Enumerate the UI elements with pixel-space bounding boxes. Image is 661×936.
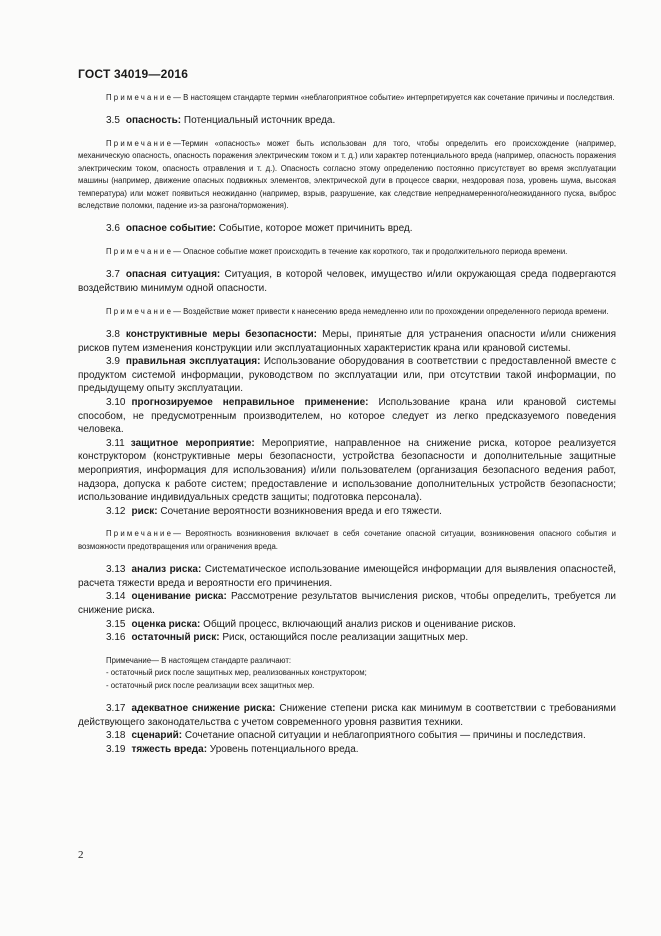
definition-3-11	[78, 437, 616, 505]
note-label: Примечание	[106, 655, 152, 665]
clause-number: 3.5	[106, 115, 120, 127]
defined-term: тяжесть вреда:	[131, 743, 208, 755]
note-label: Примечание	[106, 306, 174, 316]
definition-3-9	[78, 355, 616, 396]
defined-term: конструктивные меры безопасности:	[125, 329, 317, 341]
standard-header: ГОСТ 34019—2016	[78, 67, 189, 81]
definition-3-13	[78, 563, 616, 590]
clause-number: 3.14	[106, 591, 126, 603]
clause-number: 3.18	[106, 730, 126, 742]
note-text: — В настоящем стандарте различают:	[151, 655, 292, 665]
defined-term: опасное событие:	[125, 223, 216, 235]
note-list-item: - остаточный риск после реализации всех защитных мер.	[106, 680, 315, 690]
definition-text: Сочетание опасной ситуации и неблагоприятного события — причины и последствия.	[182, 730, 586, 742]
clause-number: 3.13	[106, 564, 126, 576]
definition-3-15	[78, 618, 616, 632]
defined-term: адекватное снижение риска:	[131, 702, 276, 714]
clause-number: 3.10	[106, 397, 126, 408]
definition-text: Систематическое использование имеющейся информации для выявления опасностей, расчета тяжести вреда и вероятности его причинения.	[78, 564, 616, 589]
definition-3-6	[78, 222, 616, 236]
definition-text: Событие, которое может причинить вред.	[216, 223, 413, 235]
defined-term: оценка риска:	[131, 618, 201, 630]
page-number: 2	[78, 849, 84, 861]
definition-text: Снижение степени риска как минимум в соответствии с требованиями действующего законодательства с учетом современного уровня развития техники.	[78, 702, 616, 728]
defined-term: остаточный риск:	[131, 632, 220, 644]
definition-3-19	[78, 743, 616, 757]
definition-text: Использование оборудования в соответствии с предоставленной вместе с продуктом системой информации, руководством по эксплуатации или, при отсутствии такой информации, по предыдущему опыту эксплуатации.	[78, 356, 616, 395]
note-list	[78, 655, 616, 692]
clause-number: 3.8	[106, 329, 120, 341]
note-label: Примечание	[106, 529, 174, 539]
defined-term: правильная эксплуатация:	[125, 356, 261, 368]
clause-number: 3.19	[106, 743, 126, 755]
definition-text: Сочетание вероятности возникновения вреда и его тяжести.	[157, 505, 442, 517]
note-label: Примечание	[106, 93, 174, 102]
defined-term: риск:	[131, 505, 158, 517]
defined-term: опасная ситуация:	[125, 269, 221, 281]
clause-number: 3.11	[106, 437, 125, 449]
note-text: — В настоящем стандарте термин «неблагоприятное событие» интерпретируется как сочетание причины и последствия.	[173, 93, 615, 102]
clause-number: 3.15	[106, 618, 126, 630]
clause-number: 3.16	[106, 632, 126, 644]
note	[78, 92, 616, 104]
definition-3-5	[78, 114, 616, 128]
definition-text: Меры, принятые для устранения опасности и/или снижения рисков путем изменения конструкции или эксплуатационных характеристик крана или крановой системы.	[78, 329, 616, 354]
definition-text: Мероприятие, направленное на снижение риска, которое реализуется конструктором (конструктивные меры безопасности, устройства безопасности и дополнительные защитные мероприятия, информация для использования) и/или пользователем (организация безопасного ведения работ, надзора, допуска к работе систем; предоставление и использование дополнительных устройств безопасности; использование индивидуальных средств защиты; подготовка персонала).	[78, 437, 616, 504]
clause-number: 3.9	[106, 356, 120, 368]
note-text: —Термин «опасность» может быть использован для того, чтобы определить его происхождение (например, механическую опасность, опасность поражения электрическим током и т. д.) или характер потенциального вреда (например, опасность поражения электрическим током, опасность отравления и т. д.). Опасность согласно этому определению постоянно присутствует во время эксплуатации машины (например, движение опасных подвижных элементов, электрической дуги в процессе сварки, нездоровая поза, уровень шума, высокая температура) или может появиться неожиданно (например, взрыв, разрушение, как следствие непреднамеренного/неожиданного пуска, выброс вследствие поломки, падение из-за разгона/торможения).	[78, 139, 616, 211]
clause-number: 3.17	[106, 702, 126, 714]
definition-text: Уровень потенциального вреда.	[207, 743, 359, 755]
definition-text: Риск, остающийся после реализации защитных мер.	[219, 632, 469, 644]
definition-3-16	[78, 631, 616, 645]
note-text: — Воздействие может привести к нанесению вреда немедленно или по прохождении определенного периода времени.	[173, 306, 609, 316]
defined-term: анализ риска:	[131, 564, 202, 576]
definition-text: Использование крана или крановой системы способом, не предусмотренным производителем, но которое следует из легко предсказуемого поведения человека.	[78, 397, 617, 436]
definition-3-7	[78, 268, 616, 295]
note	[78, 138, 616, 212]
note-label: Примечание	[106, 247, 174, 257]
document-body	[78, 92, 616, 756]
note-label: Примечание	[106, 139, 174, 148]
definition-3-12	[78, 505, 616, 519]
clause-number: 3.6	[106, 223, 120, 235]
definition-text: Общий процесс, включающий анализ рисков и оценивание рисков.	[200, 618, 516, 630]
defined-term: защитное мероприятие:	[130, 437, 255, 449]
definition-3-10	[78, 396, 616, 437]
definition-text: Потенциальный источник вреда.	[181, 115, 336, 127]
definition-3-18	[78, 729, 616, 743]
definition-text: Ситуация, в которой человек, имущество и/или окружающая среда подвергаются воздействию минимум одной опасности.	[78, 269, 616, 295]
definition-3-17	[78, 702, 616, 729]
defined-term: сценарий:	[131, 730, 183, 742]
defined-term: опасность:	[125, 115, 182, 127]
note-heading	[78, 655, 616, 667]
definition-3-8	[78, 328, 616, 355]
note-text: — Опасное событие может происходить в течение как короткого, так и продолжительного периода времени.	[173, 247, 568, 257]
note-text: — Вероятность возникновения включает в себя сочетание опасной ситуации, возникновения опасного события и возможности предотвращения или ограничения вреда.	[78, 529, 616, 551]
definition-text: Рассмотрение результатов вычисления рисков, чтобы определить, требуется ли снижение риска.	[78, 591, 616, 616]
defined-term: оценивание риска:	[131, 591, 227, 603]
note-list-item: - остаточный риск после защитных мер, реализованных конструктором;	[106, 668, 367, 678]
note	[78, 246, 616, 258]
note	[78, 306, 616, 318]
clause-number: 3.7	[106, 269, 120, 281]
clause-number: 3.12	[106, 505, 126, 517]
definition-3-14	[78, 590, 616, 617]
defined-term: прогнозируемое неправильное применение:	[131, 397, 369, 408]
note	[78, 528, 616, 553]
